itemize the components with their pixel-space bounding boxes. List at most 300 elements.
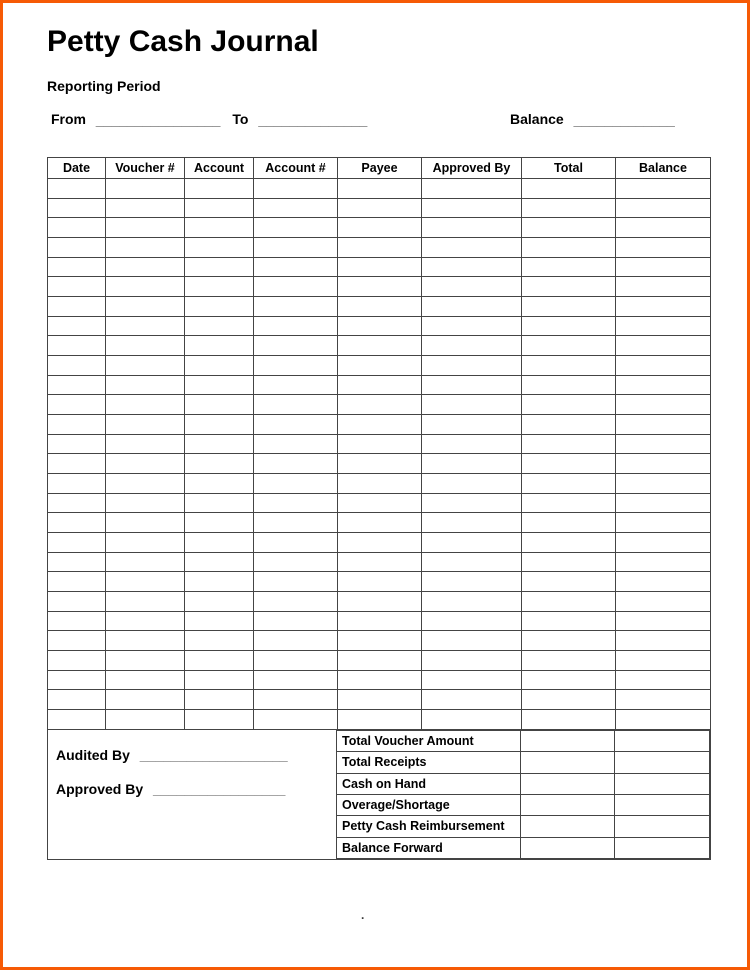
table-cell	[522, 356, 616, 376]
table-cell	[616, 631, 711, 651]
main-table-body	[48, 179, 711, 730]
table-cell	[106, 198, 185, 218]
table-cell	[254, 572, 338, 592]
table-cell	[48, 434, 106, 454]
table-cell	[254, 336, 338, 356]
table-cell	[106, 434, 185, 454]
table-cell	[254, 710, 338, 730]
table-cell	[616, 316, 711, 336]
table-cell	[616, 493, 711, 513]
table-cell	[185, 198, 254, 218]
table-cell	[48, 651, 106, 671]
table-cell	[185, 592, 254, 612]
table-cell	[254, 277, 338, 297]
summary-row	[337, 794, 710, 815]
table-cell	[106, 316, 185, 336]
table-cell	[522, 218, 616, 238]
column-header: Balance	[616, 158, 711, 179]
audited-by-row	[56, 747, 288, 763]
table-cell	[254, 533, 338, 553]
summary-label: Cash on Hand	[337, 773, 521, 794]
table-cell	[522, 316, 616, 336]
audited-by-blank-field: ___________________	[139, 747, 288, 763]
table-cell	[106, 277, 185, 297]
table-row	[48, 218, 711, 238]
to-blank-field: ______________	[258, 111, 368, 127]
table-cell	[48, 218, 106, 238]
table-cell	[522, 375, 616, 395]
table-cell	[338, 415, 422, 435]
table-cell	[616, 552, 711, 572]
summary-label: Overage/Shortage	[337, 794, 521, 815]
table-cell	[254, 198, 338, 218]
table-cell	[522, 434, 616, 454]
summary-total-cell	[521, 731, 615, 752]
table-cell	[616, 670, 711, 690]
reporting-period-label: Reporting Period	[47, 78, 161, 94]
table-row	[48, 395, 711, 415]
summary-row	[337, 731, 710, 752]
page-title: Petty Cash Journal	[47, 25, 319, 58]
table-cell	[338, 493, 422, 513]
summary-row	[337, 752, 710, 773]
table-cell	[254, 415, 338, 435]
summary-total-cell	[521, 773, 615, 794]
table-cell	[422, 651, 522, 671]
summary-balance-cell	[615, 752, 710, 773]
summary-balance-cell	[615, 816, 710, 837]
table-cell	[616, 572, 711, 592]
table-cell	[422, 631, 522, 651]
table-cell	[106, 257, 185, 277]
signature-area	[48, 730, 336, 859]
table-cell	[616, 297, 711, 317]
table-cell	[338, 238, 422, 258]
table-cell	[254, 651, 338, 671]
table-cell	[616, 454, 711, 474]
table-cell	[338, 297, 422, 317]
table-cell	[48, 690, 106, 710]
from-blank-field: ________________	[95, 111, 221, 127]
table-cell	[522, 513, 616, 533]
page-dot: .	[361, 908, 365, 922]
table-cell	[522, 631, 616, 651]
table-cell	[48, 277, 106, 297]
table-cell	[616, 375, 711, 395]
table-row	[48, 415, 711, 435]
table-cell	[422, 415, 522, 435]
table-row	[48, 316, 711, 336]
table-cell	[422, 493, 522, 513]
table-cell	[106, 179, 185, 199]
table-cell	[106, 592, 185, 612]
table-cell	[106, 710, 185, 730]
table-cell	[616, 179, 711, 199]
table-cell	[254, 690, 338, 710]
table-cell	[522, 336, 616, 356]
table-cell	[338, 631, 422, 651]
table-cell	[185, 257, 254, 277]
column-header: Account	[185, 158, 254, 179]
column-header: Total	[522, 158, 616, 179]
table-cell	[522, 395, 616, 415]
table-row	[48, 454, 711, 474]
table-cell	[422, 670, 522, 690]
summary-label: Total Receipts	[337, 752, 521, 773]
table-cell	[338, 277, 422, 297]
table-cell	[106, 493, 185, 513]
table-row	[48, 434, 711, 454]
table-cell	[106, 297, 185, 317]
table-cell	[338, 651, 422, 671]
table-cell	[48, 513, 106, 533]
table-cell	[48, 670, 106, 690]
table-cell	[616, 257, 711, 277]
table-cell	[185, 297, 254, 317]
table-cell	[254, 631, 338, 651]
table-cell	[185, 533, 254, 553]
table-cell	[48, 631, 106, 651]
table-row	[48, 651, 711, 671]
table-row	[48, 533, 711, 553]
table-row	[48, 277, 711, 297]
table-cell	[185, 552, 254, 572]
table-cell	[254, 670, 338, 690]
table-cell	[48, 415, 106, 435]
balance-label: Balance	[510, 111, 564, 127]
table-cell	[48, 179, 106, 199]
summary-total-cell	[521, 794, 615, 815]
table-cell	[48, 572, 106, 592]
table-cell	[422, 218, 522, 238]
table-cell	[48, 395, 106, 415]
table-cell	[185, 611, 254, 631]
column-header: Date	[48, 158, 106, 179]
summary-table-body	[337, 731, 710, 859]
table-cell	[254, 218, 338, 238]
table-cell	[48, 454, 106, 474]
table-cell	[338, 690, 422, 710]
table-cell	[338, 533, 422, 553]
table-cell	[254, 454, 338, 474]
table-cell	[185, 375, 254, 395]
table-cell	[522, 710, 616, 730]
table-cell	[616, 513, 711, 533]
table-row	[48, 572, 711, 592]
table-cell	[422, 611, 522, 631]
table-cell	[106, 356, 185, 376]
bottom-section	[47, 729, 711, 860]
table-cell	[254, 474, 338, 494]
table-cell	[185, 670, 254, 690]
table-cell	[254, 316, 338, 336]
table-cell	[106, 395, 185, 415]
table-cell	[48, 336, 106, 356]
table-row	[48, 493, 711, 513]
table-cell	[185, 277, 254, 297]
table-row	[48, 513, 711, 533]
table-cell	[422, 336, 522, 356]
table-cell	[338, 179, 422, 199]
table-cell	[422, 198, 522, 218]
column-header: Voucher #	[106, 158, 185, 179]
table-row	[48, 710, 711, 730]
table-cell	[522, 257, 616, 277]
table-cell	[422, 552, 522, 572]
summary-row	[337, 773, 710, 794]
table-cell	[185, 395, 254, 415]
table-cell	[616, 218, 711, 238]
column-header: Payee	[338, 158, 422, 179]
table-cell	[185, 356, 254, 376]
table-cell	[338, 572, 422, 592]
table-cell	[185, 316, 254, 336]
table-cell	[422, 454, 522, 474]
table-cell	[522, 690, 616, 710]
table-cell	[48, 533, 106, 553]
table-cell	[522, 533, 616, 553]
table-row	[48, 375, 711, 395]
table-cell	[616, 474, 711, 494]
table-cell	[185, 710, 254, 730]
table-row	[48, 198, 711, 218]
to-label: To	[232, 111, 249, 127]
table-cell	[48, 297, 106, 317]
table-row	[48, 611, 711, 631]
table-cell	[616, 277, 711, 297]
table-cell	[422, 533, 522, 553]
table-cell	[422, 690, 522, 710]
table-cell	[106, 572, 185, 592]
table-row	[48, 552, 711, 572]
table-cell	[522, 297, 616, 317]
table-cell	[338, 592, 422, 612]
table-cell	[185, 631, 254, 651]
summary-balance-cell	[615, 837, 710, 858]
table-cell	[254, 592, 338, 612]
table-cell	[616, 533, 711, 553]
main-table-header-row	[48, 158, 711, 179]
table-row	[48, 257, 711, 277]
table-cell	[48, 592, 106, 612]
table-cell	[522, 670, 616, 690]
summary-balance-cell	[615, 794, 710, 815]
from-label: From	[51, 111, 86, 127]
table-cell	[338, 611, 422, 631]
table-row	[48, 690, 711, 710]
table-cell	[616, 415, 711, 435]
summary-label: Total Voucher Amount	[337, 731, 521, 752]
table-cell	[48, 316, 106, 336]
table-cell	[185, 434, 254, 454]
table-cell	[422, 179, 522, 199]
table-cell	[616, 690, 711, 710]
table-cell	[522, 552, 616, 572]
period-from-to-row	[51, 111, 367, 127]
table-cell	[522, 572, 616, 592]
table-cell	[48, 356, 106, 376]
table-cell	[106, 552, 185, 572]
table-cell	[106, 336, 185, 356]
summary-label: Balance Forward	[337, 837, 521, 858]
table-cell	[106, 415, 185, 435]
table-row	[48, 297, 711, 317]
table-cell	[106, 474, 185, 494]
table-cell	[616, 592, 711, 612]
table-row	[48, 670, 711, 690]
table-cell	[254, 434, 338, 454]
table-cell	[106, 631, 185, 651]
table-cell	[338, 454, 422, 474]
table-cell	[422, 710, 522, 730]
table-cell	[338, 356, 422, 376]
table-cell	[522, 493, 616, 513]
table-row	[48, 592, 711, 612]
summary-row	[337, 816, 710, 837]
summary-row	[337, 837, 710, 858]
table-cell	[422, 513, 522, 533]
table-cell	[422, 375, 522, 395]
table-cell	[338, 670, 422, 690]
table-cell	[254, 513, 338, 533]
table-cell	[106, 513, 185, 533]
table-cell	[254, 179, 338, 199]
table-row	[48, 336, 711, 356]
approved-by-blank-field: _________________	[153, 781, 286, 797]
table-cell	[522, 277, 616, 297]
table-cell	[185, 651, 254, 671]
table-cell	[422, 434, 522, 454]
table-cell	[185, 415, 254, 435]
table-cell	[48, 611, 106, 631]
table-cell	[254, 375, 338, 395]
table-cell	[185, 474, 254, 494]
table-cell	[338, 710, 422, 730]
summary-total-cell	[521, 837, 615, 858]
table-cell	[616, 434, 711, 454]
table-cell	[422, 277, 522, 297]
table-cell	[185, 336, 254, 356]
table-cell	[254, 493, 338, 513]
table-cell	[106, 375, 185, 395]
table-cell	[522, 415, 616, 435]
balance-row	[510, 111, 675, 127]
table-cell	[338, 198, 422, 218]
table-cell	[106, 611, 185, 631]
table-cell	[616, 710, 711, 730]
table-cell	[48, 257, 106, 277]
summary-table	[336, 730, 710, 859]
table-cell	[48, 493, 106, 513]
table-cell	[616, 611, 711, 631]
table-row	[48, 631, 711, 651]
table-cell	[185, 454, 254, 474]
table-cell	[422, 592, 522, 612]
table-cell	[522, 454, 616, 474]
table-cell	[616, 651, 711, 671]
column-header: Approved By	[422, 158, 522, 179]
table-cell	[185, 218, 254, 238]
table-row	[48, 356, 711, 376]
table-cell	[338, 395, 422, 415]
table-cell	[422, 572, 522, 592]
table-cell	[422, 474, 522, 494]
table-cell	[48, 474, 106, 494]
table-cell	[254, 552, 338, 572]
table-cell	[522, 651, 616, 671]
table-cell	[185, 238, 254, 258]
summary-total-cell	[521, 752, 615, 773]
table-cell	[522, 592, 616, 612]
table-cell	[106, 238, 185, 258]
table-cell	[522, 179, 616, 199]
table-cell	[522, 611, 616, 631]
table-cell	[48, 198, 106, 218]
main-table	[47, 157, 711, 730]
approved-by-row	[56, 781, 285, 797]
table-cell	[48, 710, 106, 730]
table-cell	[48, 375, 106, 395]
table-cell	[48, 238, 106, 258]
approved-by-label: Approved By	[56, 781, 144, 797]
table-cell	[422, 257, 522, 277]
summary-total-cell	[521, 816, 615, 837]
table-cell	[338, 218, 422, 238]
table-cell	[522, 198, 616, 218]
table-cell	[616, 395, 711, 415]
table-cell	[106, 454, 185, 474]
table-row	[48, 238, 711, 258]
table-cell	[254, 238, 338, 258]
table-cell	[616, 356, 711, 376]
table-cell	[422, 297, 522, 317]
table-cell	[106, 690, 185, 710]
table-cell	[106, 670, 185, 690]
table-cell	[254, 395, 338, 415]
table-cell	[338, 336, 422, 356]
table-cell	[338, 552, 422, 572]
summary-balance-cell	[615, 773, 710, 794]
table-cell	[338, 257, 422, 277]
table-row	[48, 474, 711, 494]
table-cell	[522, 474, 616, 494]
table-cell	[338, 474, 422, 494]
table-cell	[422, 238, 522, 258]
table-row	[48, 179, 711, 199]
table-cell	[185, 513, 254, 533]
table-cell	[422, 356, 522, 376]
table-cell	[106, 218, 185, 238]
summary-balance-cell	[615, 731, 710, 752]
table-cell	[106, 533, 185, 553]
table-cell	[185, 690, 254, 710]
table-cell	[254, 297, 338, 317]
table-cell	[254, 356, 338, 376]
summary-label: Petty Cash Reimbursement	[337, 816, 521, 837]
table-cell	[338, 434, 422, 454]
table-cell	[185, 493, 254, 513]
table-cell	[616, 336, 711, 356]
balance-blank-field: _____________	[573, 111, 675, 127]
table-cell	[48, 552, 106, 572]
table-cell	[422, 316, 522, 336]
table-cell	[106, 651, 185, 671]
table-cell	[185, 572, 254, 592]
table-cell	[616, 198, 711, 218]
table-cell	[338, 375, 422, 395]
table-cell	[522, 238, 616, 258]
table-cell	[254, 611, 338, 631]
